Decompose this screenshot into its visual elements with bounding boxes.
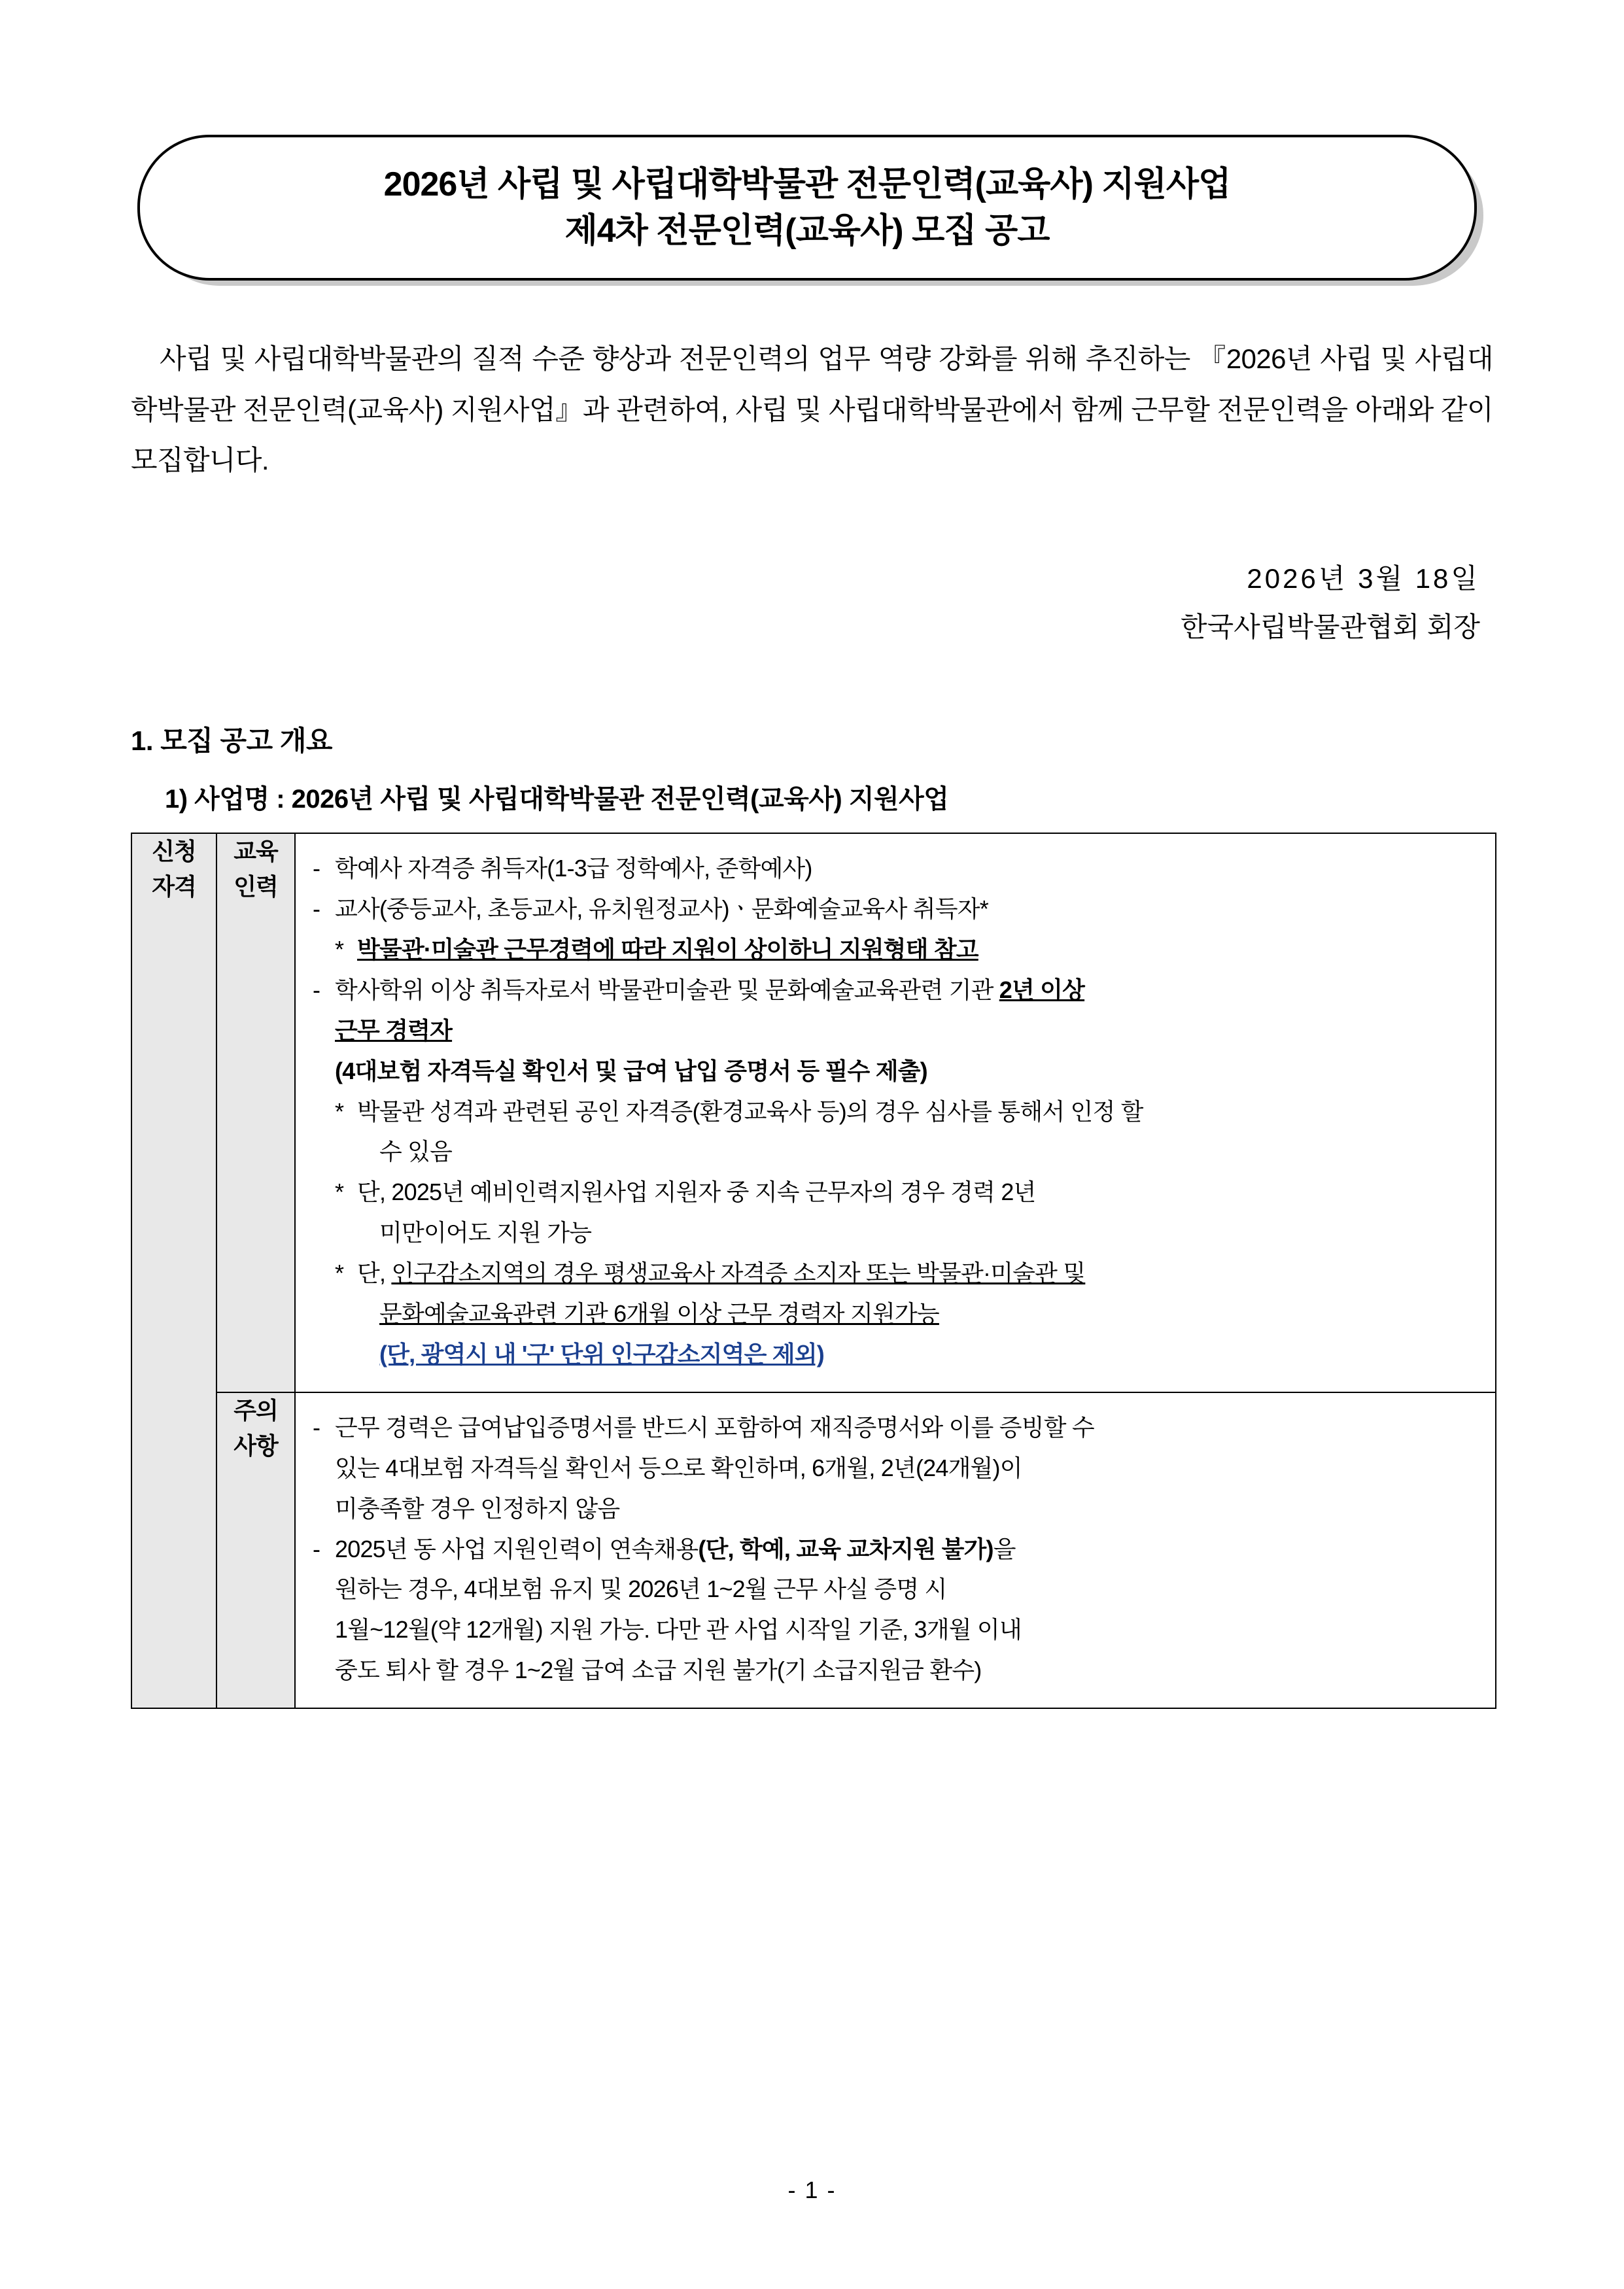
table-cell-group2-body (295, 1392, 1496, 1708)
list-item (313, 1407, 1478, 1448)
list-marker: * (335, 1260, 344, 1287)
group1-line-1: 교육 (233, 838, 278, 865)
list-marker: - (313, 976, 320, 1003)
group1-line-2: 인력 (233, 873, 278, 901)
list-text: 수 있음 (379, 1138, 453, 1165)
table-row-cautions (131, 1392, 1496, 1708)
list-text (335, 1529, 1478, 1570)
list-text: 미충족할 경우 인정하지 않음 (335, 1494, 620, 1522)
list-item (313, 929, 1478, 970)
table-cell-group1-body (295, 833, 1496, 1392)
group1-header-text (217, 834, 294, 904)
group2-line-1: 주의 (233, 1396, 278, 1424)
list-text: 원하는 경우, 4대보험 유지 및 2026년 1~2월 근무 사실 증명 시 (335, 1575, 947, 1603)
list-item (313, 1569, 1478, 1609)
list-text: 학예사 자격증 취득자(1-3급 정학예사, 준학예사) (335, 855, 812, 882)
list-marker: - (313, 895, 320, 922)
list-item (313, 848, 1478, 889)
list-item (313, 1448, 1478, 1489)
list-text: 있는 4대보험 자격득실 확인서 등으로 확인하며, 6개월, 2년(24개월)이 (335, 1454, 1022, 1481)
list-item (313, 1051, 1478, 1092)
list-item (313, 1650, 1478, 1691)
row-header-line-1: 신청 (152, 838, 196, 865)
title-banner-box (137, 135, 1477, 281)
list-marker: - (313, 855, 320, 882)
list-item (313, 1489, 1478, 1529)
section-1-heading: 1. 모집 공고 개요 (131, 725, 332, 757)
list-text (357, 1253, 1478, 1294)
list-marker: * (335, 1179, 344, 1206)
list-item (313, 1131, 1478, 1172)
title-line-1: 2026년 사립 및 사립대학박물관 전문인력(교육사) 지원사업 (383, 165, 1231, 204)
list-item (313, 1294, 1478, 1334)
group2-body (296, 1393, 1495, 1708)
list-text: 단, 2025년 예비인력지원사업 지원자 중 지속 근무자의 경우 경력 2년 (357, 1179, 1036, 1206)
group2-line-2: 사항 (233, 1432, 278, 1459)
list-text: 근무 경력자 (335, 1016, 453, 1044)
list-text: 근무 경력은 급여납입증명서를 반드시 포함하여 재직증명서와 이를 증빙할 수 (335, 1413, 1094, 1441)
list-marker: - (313, 1413, 320, 1441)
list-text-highlight: (단, 광역시 내 '구' 단위 인구감소지역은 제외) (379, 1340, 824, 1368)
list-text: (4대보험 자격득실 확인서 및 급여 납입 증명서 등 필수 제출) (335, 1057, 927, 1084)
list-text: 박물관 성격과 관련된 공인 자격증(환경교육사 등)의 경우 심사를 통해서 인정 할 (357, 1097, 1143, 1125)
list-text-plain: 단, (357, 1260, 392, 1287)
list-marker: - (313, 1535, 320, 1562)
row-header-line-2: 자격 (152, 873, 196, 901)
list-text-emphasis: 인구감소지역의 경우 평생교육사 자격증 소지자 또는 박물관·미술관 및 (391, 1260, 1086, 1287)
list-marker: * (335, 935, 344, 963)
table-row-education-staff (131, 833, 1496, 1392)
table-cell-group1-header (216, 833, 295, 1392)
list-text: 1월~12월(약 12개월) 지원 가능. 다만 관 사업 시작일 기준, 3개월 이내 (335, 1616, 1022, 1644)
list-text: 교사(중등교사, 초등교사, 유치원정교사)ㆍ문화예술교육사 취득자* (335, 895, 988, 922)
list-text: 미만이어도 지원 가능 (379, 1219, 592, 1247)
title-banner (131, 131, 1493, 288)
group2-header-text (217, 1393, 294, 1464)
group1-body (296, 834, 1495, 1392)
row-header-text (132, 834, 216, 904)
list-text-emphasis: 2년 이상 (999, 976, 1085, 1003)
page-number: - 1 - (787, 2177, 837, 2203)
announcement-date: 2026년 3월 18일 (1247, 563, 1480, 594)
list-text (335, 970, 1478, 1010)
list-text: 중도 퇴사 할 경우 1~2월 급여 소급 지원 불가(기 소급지원금 환수) (335, 1657, 982, 1684)
list-item (313, 1172, 1478, 1213)
list-item (313, 1213, 1478, 1253)
list-item (313, 1609, 1478, 1650)
list-item (313, 1334, 1478, 1375)
signature-block (131, 555, 1493, 651)
list-text: 문화예술교육관련 기관 6개월 이상 근무 경력자 지원가능 (379, 1300, 939, 1328)
section-1-item-1: 1) 사업명 : 2026년 사립 및 사립대학박물관 전문인력(교육사) 지원사업 (165, 785, 949, 814)
list-item (313, 1253, 1478, 1294)
issuing-organization: 한국사립박물관협회 회장 (1181, 611, 1480, 642)
list-item (313, 1092, 1478, 1132)
title-line-2: 제4차 전문인력(교육사) 모집 공고 (564, 211, 1050, 250)
qualification-table (131, 833, 1496, 1709)
list-text-plain: 학사학위 이상 취득자로서 박물관미술관 및 문화예술교육관련 기관 (335, 976, 999, 1003)
intro-text: 사립 및 사립대학박물관의 질적 수준 향상과 전문인력의 업무 역량 강화를 위해 추진하는 『2026년 사립 및 사립대학박물관 전문인력(교육사) 지원사업』과 관련하여, 사립 및 사립대학박물관에서 함께 근무할 전문인력을 아래와 같이 모집합니다. (131, 343, 1493, 476)
list-marker: * (335, 1097, 344, 1125)
intro-paragraph (131, 334, 1493, 486)
list-text: 박물관·미술관 근무경력에 따라 지원이 상이하니 지원형태 참고 (357, 935, 978, 963)
list-text-emphasis: (단, 학예, 교육 교차지원 불가) (698, 1535, 993, 1562)
list-text-plain: 2025년 동 사업 지원인력이 연속채용 (335, 1535, 699, 1562)
list-item (313, 1529, 1478, 1570)
list-item (313, 970, 1478, 1010)
list-item (313, 889, 1478, 929)
table-cell-row-header (131, 833, 216, 1708)
list-item (313, 1010, 1478, 1051)
list-text-tail: 을 (993, 1535, 1016, 1562)
table-cell-group2-header (216, 1392, 295, 1708)
